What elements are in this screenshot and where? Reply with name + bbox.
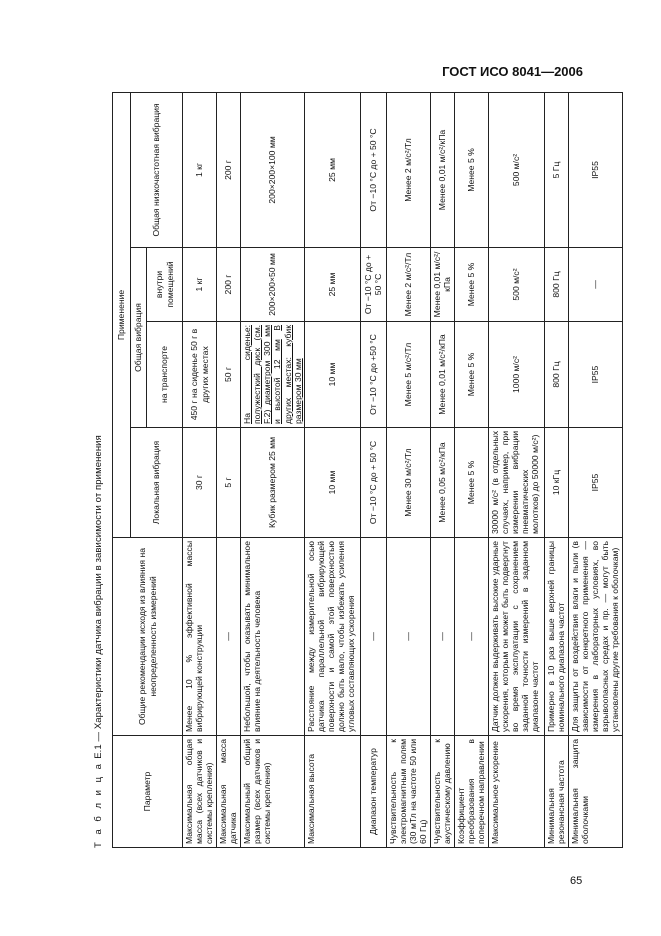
param-cell: Максимальная масса датчика: [217, 736, 241, 848]
indoors-cell: 800 Гц: [544, 248, 568, 322]
transport-seat-text: На сиденье: полужесткий диск (см. F.2) диаметром 300 мм и высотой 12 мм: [242, 325, 283, 424]
table-row: [488, 92, 544, 847]
local-cell: 30 г: [183, 428, 217, 538]
indoors-cell: Менее 0,01 м/с²/кПа: [430, 248, 454, 322]
local-cell: 10 кГц: [544, 428, 568, 538]
table-row: [386, 92, 430, 847]
header-application: Применение: [113, 92, 131, 537]
local-cell: 10 мм: [304, 428, 360, 538]
header-recommendations: Общие рекомендации исходя из влияния на неопределенность измерений: [113, 538, 183, 736]
rec-cell: —: [454, 538, 488, 736]
rec-cell: —: [217, 538, 241, 736]
header-local: Локальная вибрация: [131, 428, 183, 538]
param-cell: Максимальный общий размер (всех датчиков и системы крепления): [241, 736, 305, 848]
page-number: 65: [570, 875, 583, 887]
param-cell: Коэффициент преобразования в поперечном направлении: [454, 736, 488, 848]
table-row: [430, 92, 454, 847]
rec-cell: Датчик должен выдерживать высокие ударные ускорения, которым он может быть подвергнут во время эксплуатации с сохранением заданной точности измерений в заданном диапазоне частот: [488, 538, 544, 736]
transport-cell: Менее 5 м/с²/Тл: [386, 322, 430, 428]
low-freq-cell: Менее 0,01 м/с²/кПа: [430, 92, 454, 247]
param-cell: Минимальная резонансная частота: [544, 736, 568, 848]
characteristics-table: [112, 92, 623, 848]
low-freq-cell: 500 м/с²: [488, 92, 544, 247]
param-cell: Чувствительность к акустическому давлению: [430, 736, 454, 848]
low-freq-cell: 200 г: [217, 92, 241, 247]
low-freq-cell: От −10 °С до + 50 °С: [360, 92, 386, 247]
low-freq-cell: Менее 2 м/с²/Тл: [386, 92, 430, 247]
transport-cell: 10 мм: [304, 322, 360, 428]
indoors-cell: 500 м/с²: [488, 248, 544, 322]
header-low-freq: Общая низкочастотная вибрация: [131, 92, 183, 247]
rec-cell: Примерно в 10 раз выше верхней границы номинального диапазона частот: [544, 538, 568, 736]
transport-cell: 450 г на сиденье 50 г в других местах: [183, 322, 217, 428]
rec-cell: —: [430, 538, 454, 736]
indoors-cell: 25 мм: [304, 248, 360, 322]
table-row: [360, 92, 386, 847]
low-freq-cell: 25 мм: [304, 92, 360, 247]
indoors-cell: От −10 °С до + 50 °С: [360, 248, 386, 322]
header-parameter: Параметр: [113, 736, 183, 848]
local-cell: Менее 30 м/с²/Тл: [386, 428, 430, 538]
param-cell: Минимальная защита оболочками: [568, 736, 622, 848]
caption-label: Т а б л и ц а: [93, 761, 104, 848]
rec-cell: —: [360, 538, 386, 736]
indoors-cell: —: [568, 248, 622, 322]
local-cell: От −10 °С до + 50 °С: [360, 428, 386, 538]
local-cell: 30000 м/с² (в отдельных случаях, например, при измерении вибрации пневматических молотков) до 50000 м/с²): [488, 428, 544, 538]
local-cell: Менее 5 %: [454, 428, 488, 538]
table-row: [568, 92, 622, 847]
local-cell: Менее 0,05 м/с²/кПа: [430, 428, 454, 538]
transport-cell: От −10 °С до +50 °С: [360, 322, 386, 428]
rec-cell: Расстояние между измерительной осью датчика параллельной вибрирующей поверхности и самой этой поверхностью должно быть мало, чтобы избежать усиления угловых составляющих ускорения: [304, 538, 360, 736]
transport-cell: [241, 322, 305, 428]
local-cell: 5 г: [217, 428, 241, 538]
header-general: Общая вибрация: [131, 248, 147, 428]
table-row: [304, 92, 360, 847]
param-cell: Чувствительность к электромагнитным полям (30 мТл на частоте 50 или 60 Гц): [386, 736, 430, 848]
transport-cell: Менее 0,01 м/с²/кПа: [430, 322, 454, 428]
rec-cell: Менее 10 % эффективной массы вибрирующей конструкции: [183, 538, 217, 736]
header-indoors: внутри помещений: [147, 248, 183, 322]
header-transport: на транспорте: [147, 322, 183, 428]
rotated-content: [93, 93, 621, 848]
indoors-cell: 1 кг: [183, 248, 217, 322]
table-row: [454, 92, 488, 847]
transport-cell: 800 Гц: [544, 322, 568, 428]
indoors-cell: 200 г: [217, 248, 241, 322]
table-row: [241, 92, 305, 847]
table-caption: [93, 435, 109, 848]
low-freq-cell: IP55: [568, 92, 622, 247]
table-row: [217, 92, 241, 847]
param-cell: Диапазон температур: [360, 736, 386, 848]
table-row: [544, 92, 568, 847]
param-cell: Максимальная высота: [304, 736, 360, 848]
rec-cell: Для защиты от воздействия влаги и пыли (в зависимости от конкретного применения — измерения в лабораторных условиях, во взрывоопасных средах и пр. — могут быть установлены другие требования к оболочкам): [568, 538, 622, 736]
transport-cell: IP55: [568, 322, 622, 428]
rec-cell: —: [386, 538, 430, 736]
transport-cell: 1000 м/с²: [488, 322, 544, 428]
indoors-cell: Менее 2 м/с²/Тл: [386, 248, 430, 322]
indoors-cell: Менее 5 %: [454, 248, 488, 322]
low-freq-cell: Менее 5 %: [454, 92, 488, 247]
table-row: [183, 92, 217, 847]
low-freq-cell: 200×200×100 мм: [241, 92, 305, 247]
standard-header: ГОСТ ИСО 8041—2006: [442, 64, 583, 79]
low-freq-cell: 5 Гц: [544, 92, 568, 247]
param-cell: Максимальное ускорение: [488, 736, 544, 848]
rotated-table-frame: [93, 93, 621, 848]
transport-cell: 50 г: [217, 322, 241, 428]
local-cell: IP55: [568, 428, 622, 538]
low-freq-cell: 1 кг: [183, 92, 217, 247]
caption-text: Е.1 — Характеристики датчика вибрации в зависимости от применения: [93, 435, 104, 762]
rec-cell: Небольшой, чтобы оказывать минимальное влияние на деятельность человека: [241, 538, 305, 736]
transport-cell: Менее 5 %: [454, 322, 488, 428]
transport-other-text: В других местах: кубик размером 30 мм: [272, 324, 303, 424]
local-cell: Кубик размером 25 мм: [241, 428, 305, 538]
indoors-cell: 200×200×50 мм: [241, 248, 305, 322]
param-cell: Максимальная общая масса (всех датчиков и системы крепления): [183, 736, 217, 848]
